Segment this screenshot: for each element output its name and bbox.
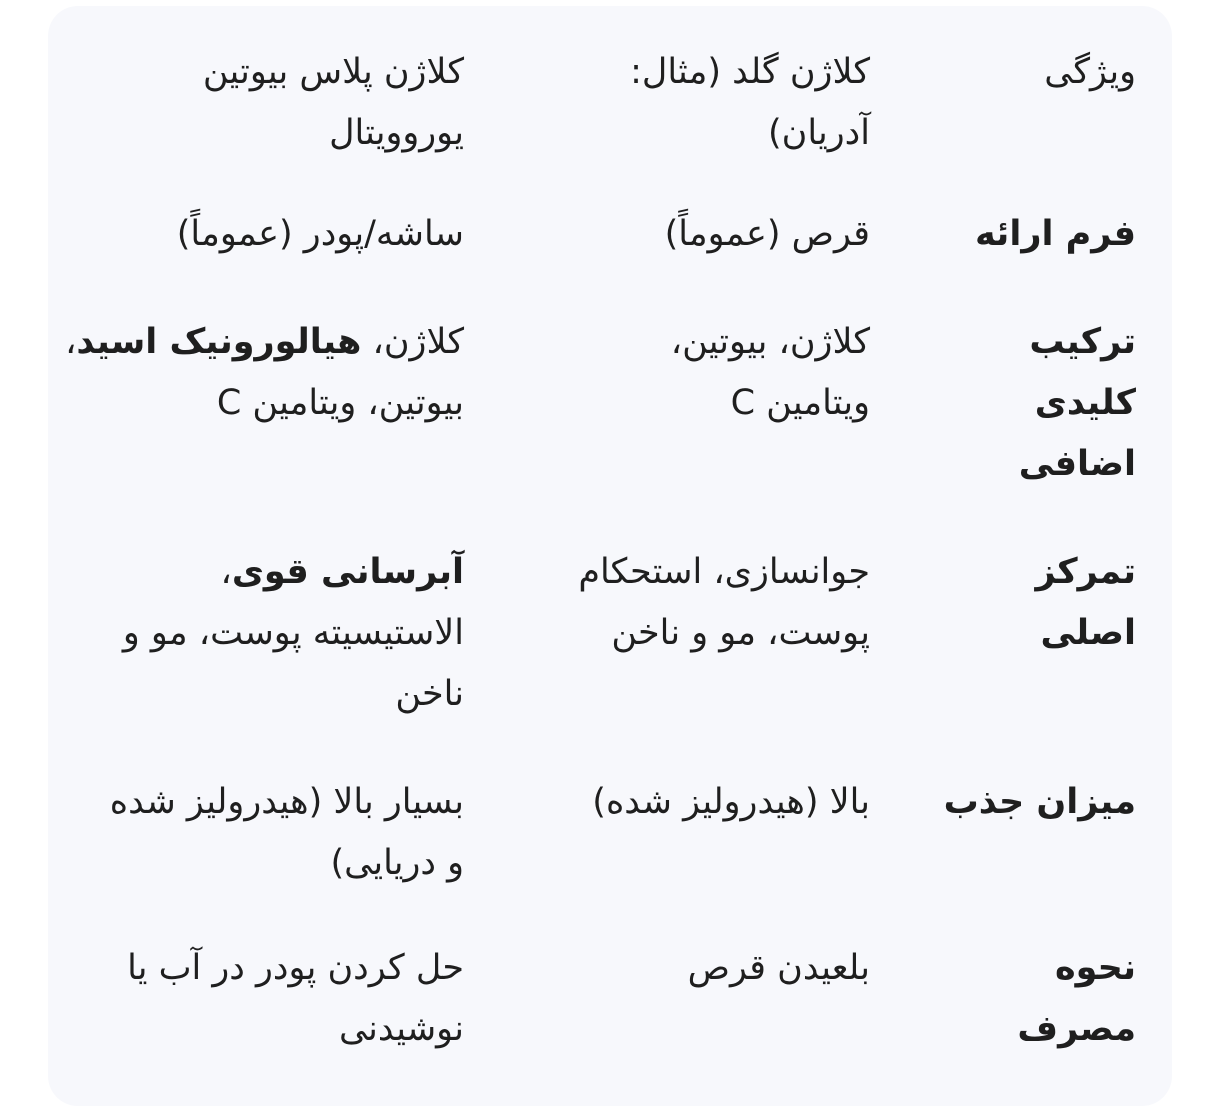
row-product-b-text: ، بیوتین، ویتامین C xyxy=(65,322,464,423)
row-product-b-highlight: آبرسانی قوی xyxy=(231,552,464,592)
row-product-a: قرص (عموماً) xyxy=(664,214,870,254)
row-feature: میزان جذب xyxy=(943,782,1136,822)
row-feature: نحوه مصرف xyxy=(1017,948,1136,1049)
row-product-b: بسیار بالا (هیدرولیز شده و دریایی) xyxy=(109,782,464,883)
header-feature: ویژگی xyxy=(1044,52,1136,92)
row-product-b-text: ، الاستیسیته پوست، مو و ناخن xyxy=(122,552,464,714)
row-product-a: بالا (هیدرولیز شده) xyxy=(592,782,870,822)
header-product-a: کلاژن گلد (مثال: آدریان) xyxy=(630,52,870,153)
row-product-b: حل کردن پودر در آب یا نوشیدنی xyxy=(127,948,464,1049)
row-product-b: ساشه/پودر (عموماً) xyxy=(176,214,464,254)
comparison-card xyxy=(48,6,1172,1106)
row-feature: فرم ارائه xyxy=(974,214,1136,254)
row-product-b-text: کلاژن، xyxy=(361,322,464,362)
row-feature: تمرکز اصلی xyxy=(1035,552,1136,653)
row-product-a: بلعیدن قرص xyxy=(687,948,870,988)
header-product-b: کلاژن پلاس بیوتین یوروویتال xyxy=(202,52,464,153)
row-feature: ترکیب کلیدی اضافی xyxy=(1018,322,1136,484)
row-product-b xyxy=(44,312,464,434)
row-product-b-highlight: هیالورونیک اسید xyxy=(76,322,362,362)
row-product-b xyxy=(94,542,464,725)
row-product-a: جوانسازی، استحکام پوست، مو و ناخن xyxy=(578,552,870,653)
row-product-a: کلاژن، بیوتین، ویتامین C xyxy=(670,322,870,423)
